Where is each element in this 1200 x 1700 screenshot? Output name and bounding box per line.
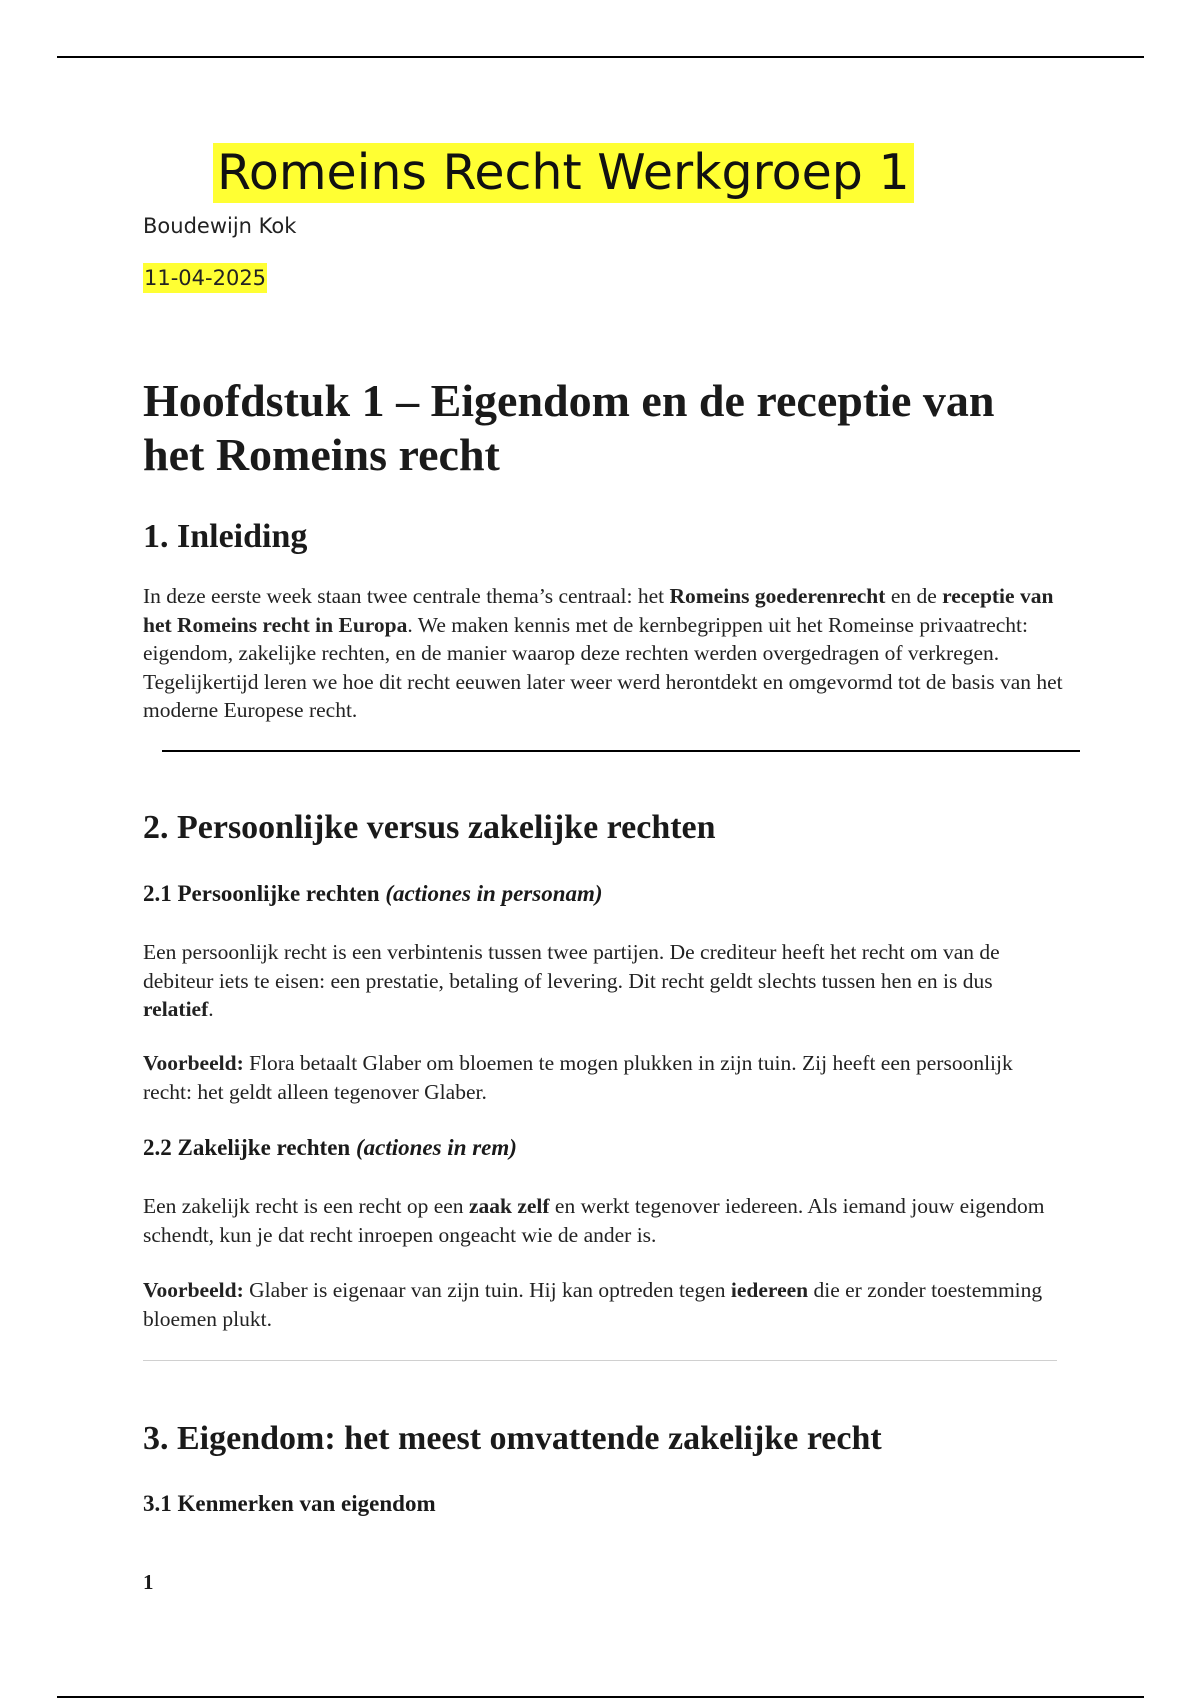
section-divider-thin	[143, 1360, 1057, 1361]
section-2-2-example: Voorbeeld: Glaber is eigenaar van zijn tuin. Hij kan optreden tegen iedereen die er zonder toestemming bloemen plukt.	[143, 1278, 1043, 1331]
section-1-heading: 1. Inleiding	[143, 518, 308, 555]
section-2-2-heading: 2.2 Zakelijke rechten (actiones in rem)	[143, 1135, 517, 1160]
section-2-heading: 2. Persoonlijke versus zakelijke rechten	[143, 809, 716, 846]
section-2-1-heading: 2.1 Persoonlijke rechten (actiones in personam)	[143, 881, 603, 906]
section-2-1-example: Voorbeeld: Flora betaalt Glaber om bloemen te mogen plukken in zijn tuin. Zij heeft een persoonlijk recht: het geldt alleen tegenover Glaber.	[143, 1051, 1013, 1104]
section-3-heading: 3. Eigendom: het meest omvattende zakelijke recht	[143, 1420, 882, 1457]
document-date: 11-04-2025	[143, 263, 267, 293]
section-1-paragraph: In deze eerste week staan twee centrale thema’s centraal: het Romeins goederenrecht en de receptie van het Romeins recht in Europa. We maken kennis met de kernbegrippen uit het Romeinse privaatrecht: eigendom, zakelijke rechten, en de manier waarop deze rechten werden overgedragen of verkregen. Tegelijkertijd leren we hoe dit recht eeuwen later weer werd herontdekt en omgevormd tot de basis van het moderne Europese recht.	[143, 584, 1063, 723]
document-title: Romeins Recht Werkgroep 1	[213, 143, 914, 203]
top-rule	[57, 56, 1144, 58]
section-3-1-heading: 3.1 Kenmerken van eigendom	[143, 1491, 436, 1516]
section-divider	[162, 750, 1080, 752]
bottom-rule	[57, 1696, 1144, 1698]
author-name: Boudewijn Kok	[143, 214, 297, 238]
section-2-1-paragraph: Een persoonlijk recht is een verbintenis tussen twee partijen. De crediteur heeft het recht om van de debiteur iets te eisen: een prestatie, betaling of levering. Dit recht geldt slechts tussen hen en is dus relatief.	[143, 940, 1000, 1022]
section-2-2-paragraph: Een zakelijk recht is een recht op een zaak zelf en werkt tegenover iedereen. Als iemand jouw eigendom schendt, kun je dat recht inroepen ongeacht wie de ander is.	[143, 1194, 1045, 1247]
page-number: 1	[143, 1570, 154, 1594]
chapter-title: Hoofdstuk 1 – Eigendom en de receptie van het Romeins recht	[143, 375, 995, 480]
